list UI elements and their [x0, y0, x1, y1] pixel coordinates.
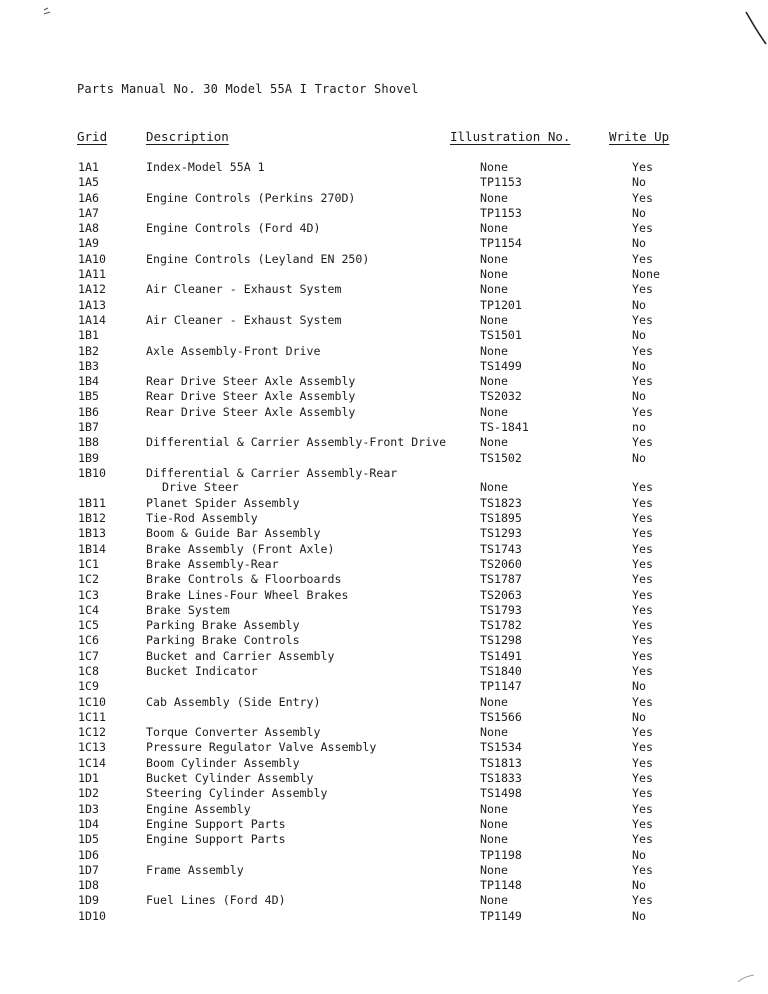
- write-up-cell: Yes: [632, 526, 653, 541]
- description-cell: Differential & Carrier Assembly-Rear: [146, 465, 398, 480]
- illustration-cell: TS1293: [480, 526, 522, 541]
- grid-cell: 1D7: [78, 862, 99, 877]
- write-up-cell: No: [632, 175, 646, 190]
- grid-cell: 1C4: [78, 602, 99, 617]
- grid-cell: 1B4: [78, 374, 99, 389]
- illustration-cell: None: [480, 190, 508, 205]
- table-row: [0, 633, 768, 648]
- write-up-cell: No: [632, 236, 646, 251]
- grid-cell: 1C1: [78, 556, 99, 571]
- table-row: [0, 451, 768, 466]
- table-row: [0, 542, 768, 557]
- description-cell: Boom & Guide Bar Assembly: [146, 526, 321, 541]
- grid-cell: 1B1: [78, 328, 99, 343]
- write-up-cell: No: [632, 709, 646, 724]
- grid-cell: 1B8: [78, 435, 99, 450]
- grid-cell: 1D2: [78, 786, 99, 801]
- table-row: [0, 863, 768, 878]
- write-up-cell: Yes: [632, 832, 653, 847]
- illustration-cell: None: [480, 267, 508, 282]
- table-row: [0, 649, 768, 664]
- description-cell: Planet Spider Assembly: [146, 495, 300, 510]
- illustration-cell: None: [480, 725, 508, 740]
- description-cell: Torque Converter Assembly: [146, 725, 321, 740]
- grid-cell: 1A12: [78, 282, 106, 297]
- write-up-cell: No: [632, 205, 646, 220]
- illustration-cell: None: [480, 404, 508, 419]
- table-row: [0, 588, 768, 603]
- description-cell: Steering Cylinder Assembly: [146, 786, 328, 801]
- grid-cell: 1A5: [78, 175, 99, 190]
- table-row: [0, 786, 768, 801]
- description-cell: Engine Assembly: [146, 801, 251, 816]
- write-up-cell: Yes: [632, 664, 653, 678]
- grid-cell: 1C11: [78, 709, 106, 724]
- table-row: [0, 344, 768, 359]
- grid-cell: 1D1: [78, 771, 99, 786]
- grid-cell: 1B6: [78, 404, 99, 419]
- table-row: [0, 435, 768, 450]
- table-row: [0, 420, 768, 435]
- grid-cell: 1D3: [78, 801, 99, 816]
- grid-cell: 1C10: [78, 694, 106, 709]
- description-cell: Air Cleaner - Exhaust System: [146, 282, 342, 297]
- write-up-cell: Yes: [632, 740, 653, 755]
- description-cell: Boom Cylinder Assembly: [146, 755, 300, 770]
- grid-cell: 1A14: [78, 312, 106, 327]
- table-row: [0, 740, 768, 755]
- table-row: [0, 359, 768, 374]
- description-cell: Rear Drive Steer Axle Assembly: [146, 374, 356, 389]
- grid-cell: 1D6: [78, 847, 99, 862]
- description-cell: Air Cleaner - Exhaust System: [146, 312, 342, 327]
- grid-cell: 1B11: [78, 495, 106, 510]
- write-up-cell: No: [632, 389, 646, 404]
- illustration-cell: None: [480, 893, 508, 908]
- write-up-cell: Yes: [632, 541, 653, 556]
- grid-cell: 1A9: [78, 236, 99, 251]
- illustration-cell: TS1534: [480, 740, 522, 755]
- grid-cell: 1A7: [78, 205, 99, 220]
- illustration-cell: TS1787: [480, 572, 522, 587]
- grid-cell: 1C8: [78, 664, 99, 678]
- column-header-illustration: Illustration No.: [450, 129, 571, 144]
- illustration-cell: TS1793: [480, 602, 522, 617]
- table-row: [0, 389, 768, 404]
- illustration-cell: TP1147: [480, 679, 522, 694]
- illustration-cell: TP1149: [480, 908, 522, 923]
- description-cell: Bucket Cylinder Assembly: [146, 771, 314, 786]
- write-up-cell: Yes: [632, 771, 653, 786]
- write-up-cell: No: [632, 358, 646, 373]
- grid-cell: 1D8: [78, 878, 99, 893]
- table-row: [0, 710, 768, 725]
- description-cell: Tie-Rod Assembly: [146, 511, 258, 526]
- illustration-cell: TS1499: [480, 358, 522, 373]
- table-row: [0, 282, 768, 297]
- table-row: [0, 328, 768, 343]
- illustration-cell: TS1782: [480, 618, 522, 633]
- grid-cell: 1B9: [78, 450, 99, 465]
- write-up-cell: Yes: [632, 602, 653, 617]
- description-cell: Brake System: [146, 602, 230, 617]
- write-up-cell: Yes: [632, 221, 653, 236]
- grid-cell: 1A8: [78, 221, 99, 236]
- grid-cell: 1C9: [78, 679, 99, 694]
- grid-cell: 1D9: [78, 893, 99, 908]
- description-cell: Brake Controls & Floorboards: [146, 572, 342, 587]
- table-row: [0, 496, 768, 511]
- write-up-cell: Yes: [632, 190, 653, 205]
- grid-cell: 1B14: [78, 541, 106, 556]
- illustration-cell: None: [480, 816, 508, 831]
- illustration-cell: TS1840: [480, 664, 522, 678]
- illustration-cell: None: [480, 801, 508, 816]
- description-cell: Engine Support Parts: [146, 816, 286, 831]
- table-row: [0, 603, 768, 618]
- illustration-cell: TS2032: [480, 389, 522, 404]
- table-row: [0, 725, 768, 740]
- write-up-cell: No: [632, 908, 646, 923]
- table-row: [0, 557, 768, 572]
- illustration-cell: None: [480, 221, 508, 236]
- grid-cell: 1A1: [78, 160, 99, 174]
- write-up-cell: Yes: [632, 694, 653, 709]
- grid-cell: 1D4: [78, 816, 99, 831]
- description-cell: Parking Brake Assembly: [146, 618, 300, 633]
- description-cell: Cab Assembly (Side Entry): [146, 694, 321, 709]
- illustration-cell: TP1153: [480, 205, 522, 220]
- table-row: [0, 313, 768, 328]
- table-row: [0, 832, 768, 847]
- grid-cell: 1B2: [78, 343, 99, 358]
- illustration-cell: TS1813: [480, 755, 522, 770]
- grid-cell: 1A13: [78, 297, 106, 312]
- manual-title: Parts Manual No. 30 Model 55A I Tractor Shovel: [77, 82, 419, 96]
- description-cell: Axle Assembly-Front Drive: [146, 343, 321, 358]
- illustration-cell: TS2063: [480, 587, 522, 602]
- write-up-cell: Yes: [632, 633, 653, 648]
- illustration-cell: TP1153: [480, 175, 522, 190]
- write-up-cell: Yes: [632, 862, 653, 877]
- table-row: [0, 817, 768, 832]
- description-cell: Brake Lines-Four Wheel Brakes: [146, 587, 349, 602]
- table-row: [0, 374, 768, 389]
- table-row: [0, 191, 768, 206]
- illustration-cell: None: [480, 343, 508, 358]
- illustration-cell: TS1823: [480, 495, 522, 510]
- description-cell: Index-Model 55A 1: [146, 160, 265, 174]
- write-up-cell: Yes: [632, 251, 653, 266]
- illustration-cell: TS1566: [480, 709, 522, 724]
- grid-cell: 1C3: [78, 587, 99, 602]
- grid-cell: 1C12: [78, 725, 106, 740]
- grid-cell: 1B12: [78, 511, 106, 526]
- write-up-cell: Yes: [632, 786, 653, 801]
- write-up-cell: Yes: [632, 435, 653, 450]
- write-up-cell: No: [632, 878, 646, 893]
- write-up-cell: Yes: [632, 816, 653, 831]
- illustration-cell: TS2060: [480, 556, 522, 571]
- write-up-cell: No: [632, 847, 646, 862]
- write-up-cell: No: [632, 328, 646, 343]
- illustration-cell: None: [480, 480, 508, 495]
- parts-table: [0, 160, 768, 924]
- table-row: [0, 221, 768, 236]
- illustration-cell: TP1198: [480, 847, 522, 862]
- illustration-cell: TS1833: [480, 771, 522, 786]
- column-header-grid: Grid: [77, 129, 108, 144]
- write-up-cell: Yes: [632, 312, 653, 327]
- write-up-cell: Yes: [632, 282, 653, 297]
- description-cell: Rear Drive Steer Axle Assembly: [146, 389, 356, 404]
- illustration-cell: TS1501: [480, 328, 522, 343]
- table-row: [0, 511, 768, 526]
- description-cell: Bucket Indicator: [146, 664, 258, 678]
- table-row: [0, 848, 768, 863]
- column-header-description: Description: [146, 129, 229, 144]
- table-row: [0, 695, 768, 710]
- write-up-cell: Yes: [632, 893, 653, 908]
- illustration-cell: TP1201: [480, 297, 522, 312]
- grid-cell: 1C5: [78, 618, 99, 633]
- write-up-cell: no: [632, 420, 646, 435]
- illustration-cell: TS1298: [480, 633, 522, 648]
- illustration-cell: None: [480, 282, 508, 297]
- description-cell: Frame Assembly: [146, 862, 244, 877]
- description-cell: Engine Controls (Ford 4D): [146, 221, 321, 236]
- write-up-cell: Yes: [632, 343, 653, 358]
- grid-cell: 1A6: [78, 190, 99, 205]
- illustration-cell: None: [480, 832, 508, 847]
- grid-cell: 1C2: [78, 572, 99, 587]
- illustration-cell: None: [480, 251, 508, 266]
- table-row: [0, 298, 768, 313]
- illustration-cell: None: [480, 374, 508, 389]
- column-header-write-up: Write Up: [609, 129, 670, 144]
- description-cell: Pressure Regulator Valve Assembly: [146, 740, 377, 755]
- write-up-cell: Yes: [632, 801, 653, 816]
- illustration-cell: None: [480, 862, 508, 877]
- table-row: [0, 618, 768, 633]
- illustration-cell: None: [480, 435, 508, 450]
- illustration-cell: TP1154: [480, 236, 522, 251]
- description-cell: Brake Assembly-Rear: [146, 556, 279, 571]
- write-up-cell: Yes: [632, 556, 653, 571]
- grid-cell: 1B7: [78, 420, 99, 435]
- table-row: [0, 802, 768, 817]
- table-row: [0, 756, 768, 771]
- description-cell: Bucket and Carrier Assembly: [146, 648, 335, 663]
- grid-cell: 1B13: [78, 526, 106, 541]
- write-up-cell: No: [632, 297, 646, 312]
- table-row: [0, 175, 768, 190]
- description-cell: Engine Support Parts: [146, 832, 286, 847]
- grid-cell: 1B10: [78, 465, 106, 480]
- illustration-cell: TS1491: [480, 648, 522, 663]
- write-up-cell: Yes: [632, 480, 653, 495]
- write-up-cell: Yes: [632, 725, 653, 740]
- write-up-cell: Yes: [632, 648, 653, 663]
- table-row: [0, 480, 768, 495]
- grid-cell: 1A11: [78, 267, 106, 282]
- write-up-cell: Yes: [632, 374, 653, 389]
- grid-cell: 1C7: [78, 648, 99, 663]
- description-cell: Engine Controls (Leyland EN 250): [146, 251, 370, 266]
- table-row: [0, 771, 768, 786]
- table-row: [0, 160, 768, 175]
- table-row: [0, 664, 768, 679]
- description-cell: Brake Assembly (Front Axle): [146, 541, 335, 556]
- table-row: [0, 236, 768, 251]
- write-up-cell: Yes: [632, 587, 653, 602]
- table-row: [0, 405, 768, 420]
- table-row: [0, 878, 768, 893]
- write-up-cell: Yes: [632, 755, 653, 770]
- table-row: [0, 893, 768, 908]
- write-up-cell: None: [632, 267, 660, 282]
- table-row: [0, 252, 768, 267]
- write-up-cell: Yes: [632, 404, 653, 419]
- table-row: [0, 466, 768, 481]
- table-row: [0, 267, 768, 282]
- table-row: [0, 909, 768, 924]
- grid-cell: 1B3: [78, 358, 99, 373]
- description-cell: Engine Controls (Perkins 270D): [146, 190, 356, 205]
- table-row: [0, 206, 768, 221]
- illustration-cell: TS1498: [480, 786, 522, 801]
- table-row: [0, 679, 768, 694]
- write-up-cell: Yes: [632, 160, 653, 174]
- write-up-cell: Yes: [632, 495, 653, 510]
- description-cell: Parking Brake Controls: [146, 633, 300, 648]
- grid-cell: 1D10: [78, 908, 106, 923]
- description-cell: Drive Steer: [162, 480, 239, 495]
- write-up-cell: Yes: [632, 618, 653, 633]
- write-up-cell: Yes: [632, 511, 653, 526]
- description-cell: Fuel Lines (Ford 4D): [146, 893, 286, 908]
- illustration-cell: TS-1841: [480, 420, 529, 435]
- illustration-cell: None: [480, 694, 508, 709]
- illustration-cell: None: [480, 312, 508, 327]
- illustration-cell: None: [480, 160, 508, 174]
- grid-cell: 1C14: [78, 755, 106, 770]
- description-cell: Differential & Carrier Assembly-Front Drive: [146, 435, 447, 450]
- table-row: [0, 526, 768, 541]
- write-up-cell: No: [632, 450, 646, 465]
- description-cell: Rear Drive Steer Axle Assembly: [146, 404, 356, 419]
- illustration-cell: TP1148: [480, 878, 522, 893]
- illustration-cell: TS1895: [480, 511, 522, 526]
- grid-cell: 1C6: [78, 633, 99, 648]
- grid-cell: 1D5: [78, 832, 99, 847]
- table-row: [0, 572, 768, 587]
- write-up-cell: Yes: [632, 572, 653, 587]
- grid-cell: 1B5: [78, 389, 99, 404]
- illustration-cell: TS1743: [480, 541, 522, 556]
- write-up-cell: No: [632, 679, 646, 694]
- illustration-cell: TS1502: [480, 450, 522, 465]
- grid-cell: 1C13: [78, 740, 106, 755]
- grid-cell: 1A10: [78, 251, 106, 266]
